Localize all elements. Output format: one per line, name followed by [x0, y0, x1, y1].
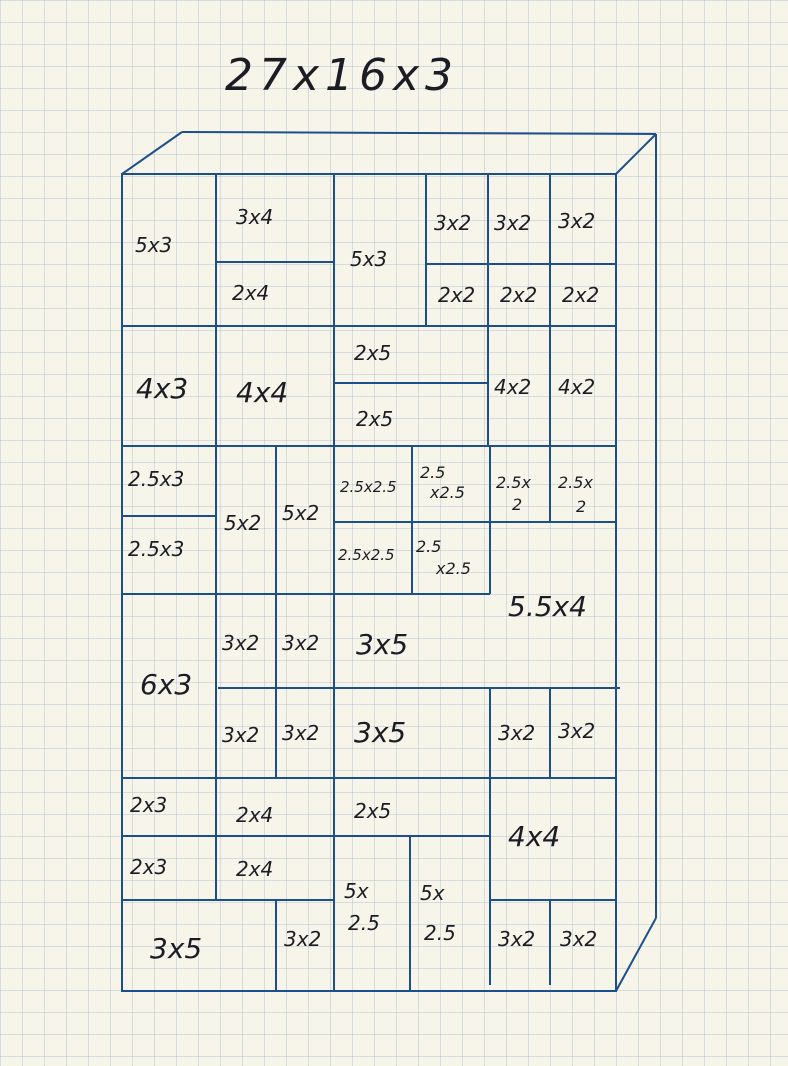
cell-label: 5x2 [282, 501, 320, 525]
cell-label: 3x2 [560, 927, 598, 951]
cell-label: 5x3 [350, 247, 388, 271]
cell-label: 2.5 [424, 921, 456, 945]
cell-label: 3x2 [222, 723, 260, 747]
cell-label: 3x2 [222, 631, 260, 655]
box-top-right-edge [616, 134, 656, 174]
cell-label: 3x4 [236, 205, 274, 229]
cell-label: 5x3 [135, 233, 173, 257]
cell-label: 3x2 [434, 211, 472, 235]
cell-label: 2x4 [236, 803, 274, 827]
cell-label: 5x [344, 879, 369, 903]
cell-label: 3x2 [282, 721, 320, 745]
box-front-face [122, 174, 616, 991]
cell-label: 4x4 [508, 820, 561, 853]
cell-label: 5.5x4 [508, 590, 587, 623]
cell-label: 2.5x3 [128, 467, 185, 491]
cell-label: 3x2 [498, 927, 536, 951]
cell-label: 2x4 [232, 281, 270, 305]
cell-label: 5x [420, 881, 445, 905]
cell-label: 2.5x [558, 473, 593, 492]
cell-label: 4x2 [558, 375, 596, 399]
cell-label: 6x3 [140, 668, 193, 701]
cell-label: 3x2 [282, 631, 320, 655]
cell-label: 2.5 [420, 463, 446, 482]
cell-label: 3x5 [150, 932, 203, 965]
cell-label: 2x2 [562, 283, 600, 307]
cell-label: 2.5 [348, 911, 380, 935]
cell-label: 2x3 [130, 793, 168, 817]
cell-label: x2.5 [430, 483, 465, 502]
cell-labels [128, 205, 599, 965]
box-bottom-right-edge [616, 918, 656, 991]
cell-label: 3x2 [284, 927, 322, 951]
cell-label: 2x3 [130, 855, 168, 879]
cell-label: 2 [576, 497, 587, 516]
cell-label: 3x5 [354, 716, 407, 749]
cell-label: 2x5 [354, 799, 392, 823]
cell-label: 4x4 [236, 376, 289, 409]
cell-label: 3x5 [356, 628, 409, 661]
partition-lines [122, 174, 620, 991]
cell-label: 3x2 [558, 719, 596, 743]
cell-label: 2 [512, 495, 523, 514]
cell-label: 3x2 [494, 211, 532, 235]
cell-label: 3x2 [558, 209, 596, 233]
cell-label: 5x2 [224, 511, 262, 535]
cell-label: 4x3 [136, 372, 189, 405]
cell-label: x2.5 [436, 559, 471, 578]
cell-label: 2.5 [416, 537, 442, 556]
cell-label: 2x5 [356, 407, 394, 431]
cell-label: 3x2 [498, 721, 536, 745]
cell-label: 2.5x2.5 [338, 546, 395, 564]
cell-label: 2.5x2.5 [340, 478, 397, 496]
cell-label: 2x2 [500, 283, 538, 307]
box-top-back-edge [182, 132, 656, 134]
cell-label: 2x5 [354, 341, 392, 365]
cell-label: 2x2 [438, 283, 476, 307]
cell-label: 4x2 [494, 375, 532, 399]
cell-label: 2.5x3 [128, 537, 185, 561]
box-top-left-edge [122, 132, 182, 174]
cell-label: 2x4 [236, 857, 274, 881]
dimensions-title: 27x16x3 [225, 50, 460, 101]
cell-label: 2.5x [496, 473, 531, 492]
